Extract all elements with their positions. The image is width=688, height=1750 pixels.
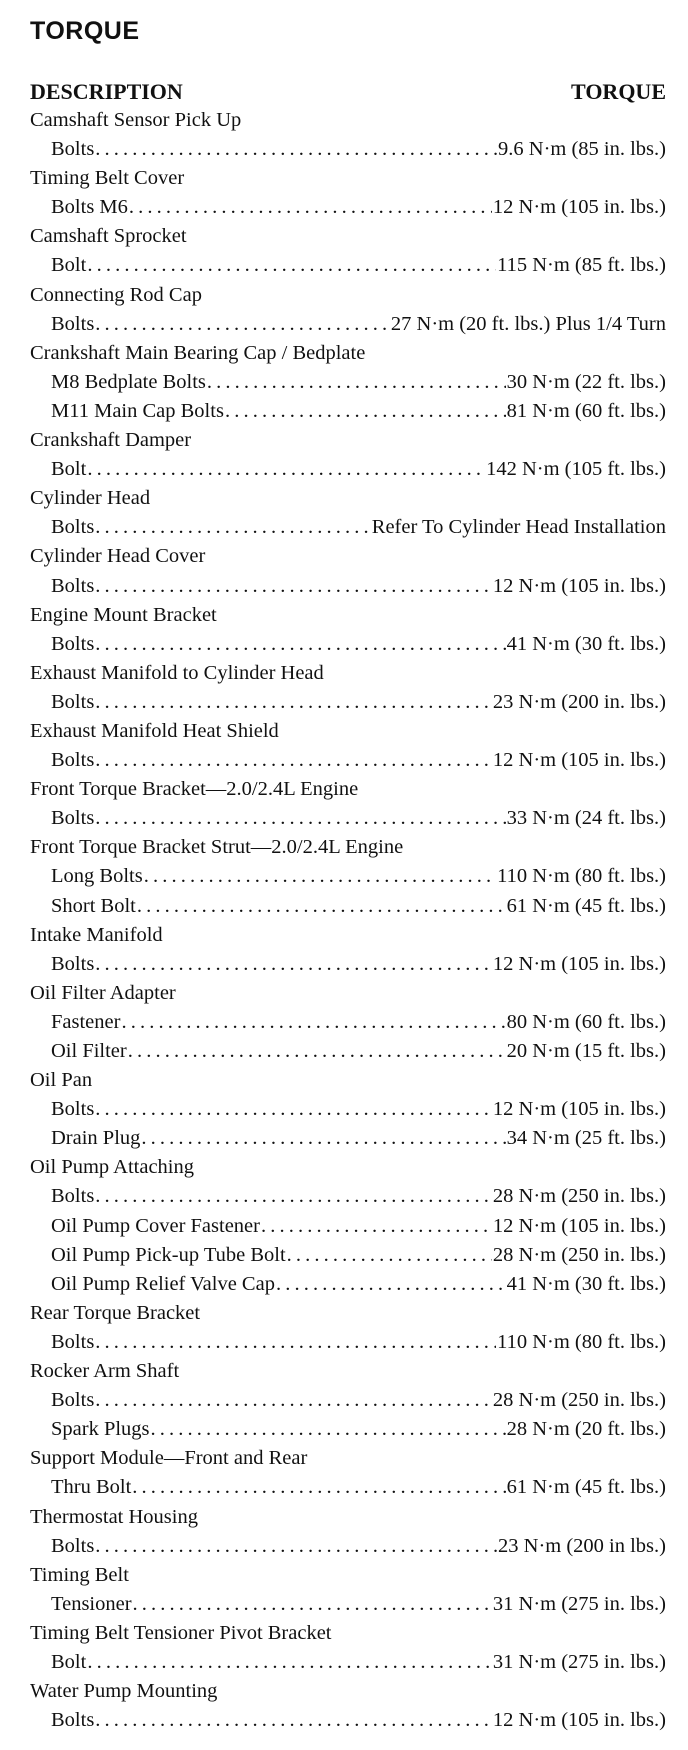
component-label: Crankshaft Damper [30,429,192,452]
dot-leader [276,1270,506,1299]
component-label: Cylinder Head Cover [30,545,206,568]
fastener-label: Oil Filter [51,1040,127,1062]
torque-value: 12 N·m (105 in. lbs.) [492,749,666,772]
dot-leader [95,1706,492,1735]
component-label: Thermostat Housing [30,1505,198,1528]
torque-value: 142 N·m (105 ft. lbs.) [486,458,666,481]
torque-row [30,950,666,979]
torque-row [30,1182,666,1211]
fastener-label: Bolt [51,1650,87,1673]
component-label: Front Torque Bracket—2.0/2.4L Engine [30,778,359,801]
torque-row [30,1328,666,1357]
torque-row [30,251,666,280]
dot-leader [141,1124,505,1153]
fastener-label: Bolt [51,458,87,481]
component-label: Oil Pan [30,1069,93,1092]
torque-value: 81 N·m (60 ft. lbs.) [506,399,666,422]
fastener-label: Long Bolts [51,865,143,888]
fastener-label: Tensioner [51,1592,132,1615]
fastener-label: Bolts [51,1098,95,1121]
component-label: Camshaft Sensor Pick Up [30,109,242,131]
dot-leader [133,1590,492,1619]
torque-row [30,1532,666,1561]
torque-value: 61 N·m (45 ft. lbs.) [506,1476,666,1499]
torque-column-header: TORQUE [571,79,666,104]
torque-row [30,804,666,833]
dot-leader [132,1473,505,1502]
torque-row [30,455,666,484]
dot-leader [95,135,497,164]
dot-leader [95,1328,496,1357]
torque-value: 80 N·m (60 ft. lbs.) [506,1010,666,1033]
dot-leader [95,310,390,339]
fastener-label: Oil Pump Cover Fastener [51,1214,260,1237]
torque-value: 12 N·m (105 in. lbs.) [492,1214,666,1237]
torque-row [30,1095,666,1124]
torque-table [30,106,666,1735]
fastener-label: Bolts [51,1534,95,1557]
dot-leader [95,950,492,979]
torque-value: Refer To Cylinder Head Installation [371,516,666,539]
torque-value: 30 N·m (22 ft. lbs.) [506,370,666,393]
dot-leader [87,1648,492,1677]
component-label: Support Module—Front and Rear [30,1447,308,1470]
torque-row [30,746,666,775]
dot-leader [95,688,492,717]
fastener-label: M11 Main Cap Bolts [51,399,224,422]
component-label: Front Torque Bracket Strut—2.0/2.4L Engine [30,836,404,859]
dot-leader [151,1415,506,1444]
torque-row [30,1706,666,1735]
torque-row [30,368,666,397]
torque-row [30,572,666,601]
dot-leader [95,630,505,659]
torque-row [30,630,666,659]
torque-value: 23 N·m (200 in lbs.) [498,1534,666,1557]
fastener-label: Thru Bolt [51,1476,132,1499]
fastener-label: Bolts [51,1185,95,1208]
dot-leader [95,746,492,775]
fastener-label: Bolts [51,690,95,713]
component-label: Camshaft Sprocket [30,225,187,248]
fastener-label: Oil Pump Relief Valve Cap [51,1272,275,1295]
section-title: TORQUE [30,17,140,45]
component-label: Connecting Rod Cap [30,283,202,306]
torque-value: 28 N·m (250 in. lbs.) [492,1389,666,1412]
component-label: Exhaust Manifold Heat Shield [30,719,279,742]
torque-row [30,193,666,222]
fastener-label: Bolts [51,1709,95,1732]
fastener-label: M8 Bedplate Bolts [51,370,206,393]
component-label: Rocker Arm Shaft [30,1360,180,1383]
description-column-header: DESCRIPTION [30,79,183,104]
fastener-label: Bolts [51,312,95,335]
fastener-label: Bolts M6 [51,196,128,219]
dot-leader [95,1532,497,1561]
torque-row [30,310,666,339]
dot-leader [95,804,505,833]
torque-value: 12 N·m (105 in. lbs.) [492,574,666,597]
dot-leader [128,1037,506,1066]
torque-row [30,1473,666,1502]
torque-value: 41 N·m (30 ft. lbs.) [506,632,666,655]
torque-row [30,513,666,542]
dot-leader [137,892,506,921]
component-label: Crankshaft Main Bearing Cap / Bedplate [30,341,366,364]
torque-row [30,1415,666,1444]
torque-value: 31 N·m (275 in. lbs.) [492,1592,666,1615]
dot-leader [144,862,496,891]
dot-leader [207,368,506,397]
torque-row [30,1037,666,1066]
torque-row [30,1241,666,1270]
fastener-label: Fastener [51,1010,121,1033]
torque-row [30,688,666,717]
dot-leader [95,513,370,542]
torque-row [30,1386,666,1415]
component-label: Rear Torque Bracket [30,1301,201,1324]
torque-value: 28 N·m (250 in. lbs.) [492,1243,666,1266]
component-label: Engine Mount Bracket [30,603,217,626]
torque-value: 110 N·m (80 ft. lbs.) [497,865,666,888]
torque-value: 12 N·m (105 in. lbs.) [492,1098,666,1121]
fastener-label: Bolts [51,807,95,830]
torque-value: 31 N·m (275 in. lbs.) [492,1650,666,1673]
component-label: Timing Belt Cover [30,167,185,190]
torque-value: 61 N·m (45 ft. lbs.) [506,894,666,917]
dot-leader [121,1008,505,1037]
torque-row [30,862,666,891]
fastener-label: Bolts [51,1330,95,1353]
torque-row [30,892,666,921]
dot-leader [95,572,492,601]
dot-leader [87,455,485,484]
torque-row [30,397,666,426]
dot-leader [287,1241,492,1270]
component-label: Exhaust Manifold to Cylinder Head [30,661,324,684]
torque-value: 9.6 N·m (85 in. lbs.) [498,138,666,161]
dot-leader [129,193,492,222]
torque-row [30,1008,666,1037]
dot-leader [95,1182,492,1211]
component-label: Timing Belt [30,1563,129,1586]
torque-value: 110 N·m (80 ft. lbs.) [497,1330,666,1353]
fastener-label: Bolts [51,516,95,539]
fastener-label: Bolts [51,952,95,975]
torque-value: 20 N·m (15 ft. lbs.) [506,1040,666,1062]
torque-row [30,1648,666,1677]
component-label: Intake Manifold [30,923,163,946]
fastener-label: Bolts [51,138,95,161]
fastener-label: Bolts [51,574,95,597]
table-header [30,78,666,106]
component-label: Water Pump Mounting [30,1680,218,1703]
torque-value: 27 N·m (20 ft. lbs.) Plus 1/4 Turn [390,312,666,335]
fastener-label: Spark Plugs [51,1418,150,1441]
torque-value: 28 N·m (250 in. lbs.) [492,1185,666,1208]
torque-value: 12 N·m (105 in. lbs.) [492,196,666,219]
dot-leader [87,251,496,280]
torque-value: 28 N·m (20 ft. lbs.) [506,1418,666,1441]
torque-row [30,1124,666,1153]
torque-row [30,1212,666,1241]
torque-value: 41 N·m (30 ft. lbs.) [506,1272,666,1295]
torque-value: 34 N·m (25 ft. lbs.) [506,1127,666,1150]
dot-leader [95,1095,492,1124]
fastener-label: Bolts [51,1389,95,1412]
torque-row [30,1270,666,1299]
fastener-label: Bolts [51,632,95,655]
component-label: Timing Belt Tensioner Pivot Bracket [30,1621,332,1644]
torque-value: 12 N·m (105 in. lbs.) [492,952,666,975]
fastener-label: Oil Pump Pick-up Tube Bolt [51,1243,286,1266]
component-label: Cylinder Head [30,487,151,510]
dot-leader [225,397,506,426]
dot-leader [95,1386,492,1415]
torque-value: 115 N·m (85 ft. lbs.) [497,254,666,277]
torque-value: 12 N·m (105 in. lbs.) [492,1709,666,1732]
torque-row [30,1590,666,1619]
component-label: Oil Pump Attaching [30,1156,194,1179]
torque-value: 33 N·m (24 ft. lbs.) [506,807,666,830]
component-label: Oil Filter Adapter [30,981,176,1004]
fastener-label: Drain Plug [51,1127,141,1150]
dot-leader [261,1212,492,1241]
fastener-label: Bolts [51,749,95,772]
fastener-label: Short Bolt [51,894,136,917]
fastener-label: Bolt [51,254,87,277]
torque-row [30,135,666,164]
torque-value: 23 N·m (200 in. lbs.) [492,690,666,713]
